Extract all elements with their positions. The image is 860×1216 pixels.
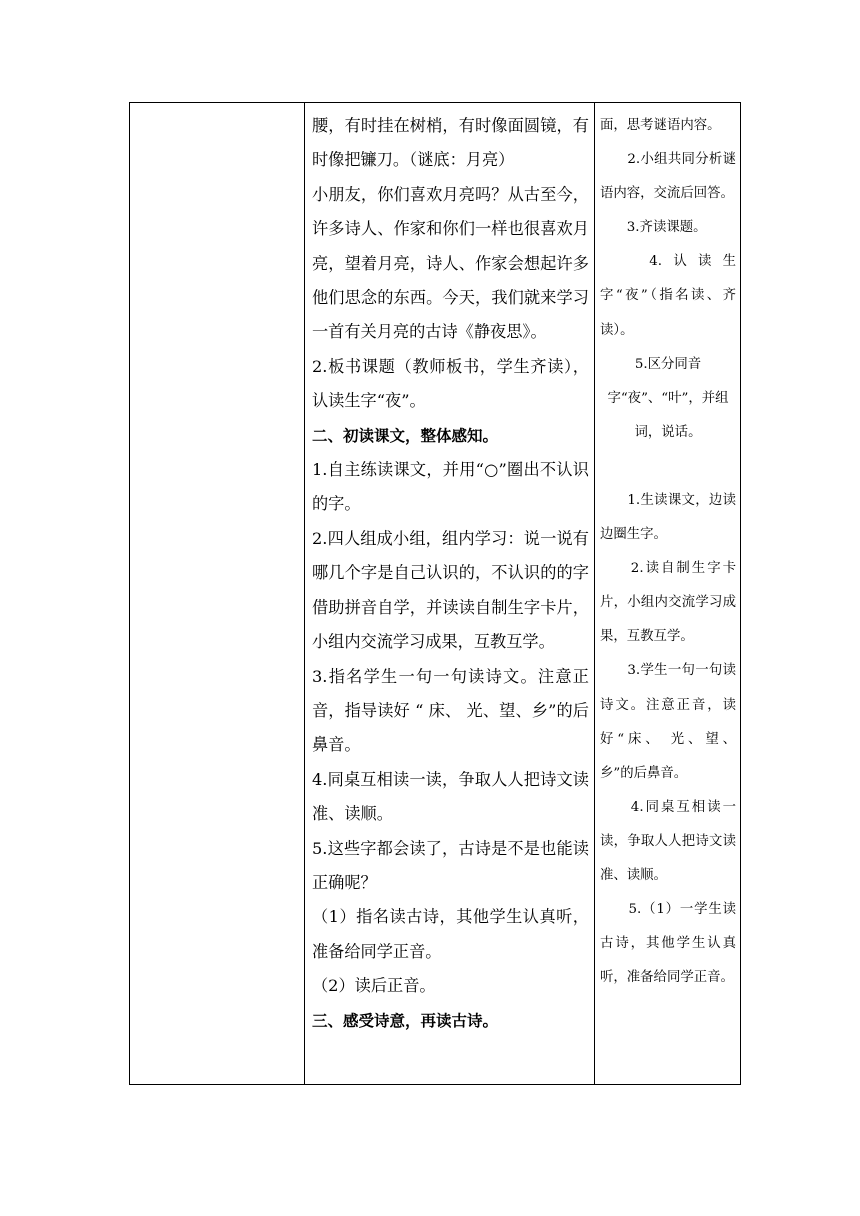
- teacher-paragraph: 2.四人组成小组，组内学习：说一说有哪几个字是自己认识的，不认识的的字借助拼音自学，并读读自制生字卡片，小组内交流学习成果，互教互学。: [312, 528, 589, 652]
- teacher-paragraph: 1.自主练读课文，并用“○”圈出不认识的字。: [312, 460, 589, 514]
- student-paragraph: 2.读自制生字卡片，小组内交流学习成果，互教互学。: [600, 561, 736, 645]
- teacher-paragraph: （2）读后正音。: [312, 976, 436, 996]
- student-paragraph: 5.（1）一学生读古诗，其他学生认真听，准备给同学正音。: [600, 902, 736, 986]
- student-paragraph: 4.同桌互相读一读，争取人人把诗文读准、读顺。: [600, 799, 736, 883]
- empty-left-cell: [130, 103, 305, 1085]
- student-activity-cell: [595, 103, 741, 1085]
- student-activity-text: [595, 103, 740, 995]
- teacher-paragraph: （1）指名读古诗，其他学生认真听，准备给同学正音。: [312, 907, 589, 961]
- teacher-paragraph: 2.板书课题（教师板书，学生齐读），认读生字“夜”。: [312, 356, 589, 411]
- student-paragraph: 4.认读生字“夜”（指名读、齐读）。: [600, 254, 736, 338]
- teacher-paragraph: 腰，有时挂在树梢，有时像面圆镜，有时像把镰刀。（谜底：月亮）: [312, 116, 589, 170]
- student-paragraph: 2.小组共同分析谜语内容，交流后回答。: [600, 152, 736, 202]
- student-paragraph: 3.学生一句一句读诗文。注意正音，读好“床、 光、望、乡”的后鼻音。: [600, 663, 736, 781]
- section-heading: 三、感受诗意，再读古诗。: [312, 1011, 499, 1030]
- student-paragraph: 3.齐读课题。: [600, 220, 707, 236]
- table-row: [130, 103, 741, 1085]
- lesson-plan-table: [129, 102, 741, 1085]
- teacher-paragraph: 小朋友，你们喜欢月亮吗？从古至今，许多诗人、作家和你们一样也很喜欢月亮，望着月亮，诗人、作家会想起许多他们思念的东西。今天，我们就来学习一首有关月亮的古诗《静夜思》。: [312, 184, 589, 342]
- student-paragraph: 面，思考谜语内容。: [600, 118, 721, 133]
- teacher-paragraph: 5.这些字都会读了，古诗是不是也能读正确呢？: [312, 838, 589, 892]
- teacher-paragraph: 3.指名学生一句一句读诗文。注意正音，指导读好 “ 床、 光、望、乡”的后鼻音。: [312, 666, 589, 755]
- section-heading: 二、初读课文，整体感知。: [312, 426, 499, 445]
- teacher-activity-text: [305, 103, 594, 1038]
- teacher-activity-cell: [305, 103, 595, 1085]
- teacher-paragraph: 4.同桌互相读一读，争取人人把诗文读准、读顺。: [312, 769, 589, 824]
- student-paragraph: 5.区分同音字“夜”、“叶”，并组词，说话。: [607, 356, 729, 440]
- student-paragraph: 1.生读课文，边读边圈生字。: [600, 492, 736, 543]
